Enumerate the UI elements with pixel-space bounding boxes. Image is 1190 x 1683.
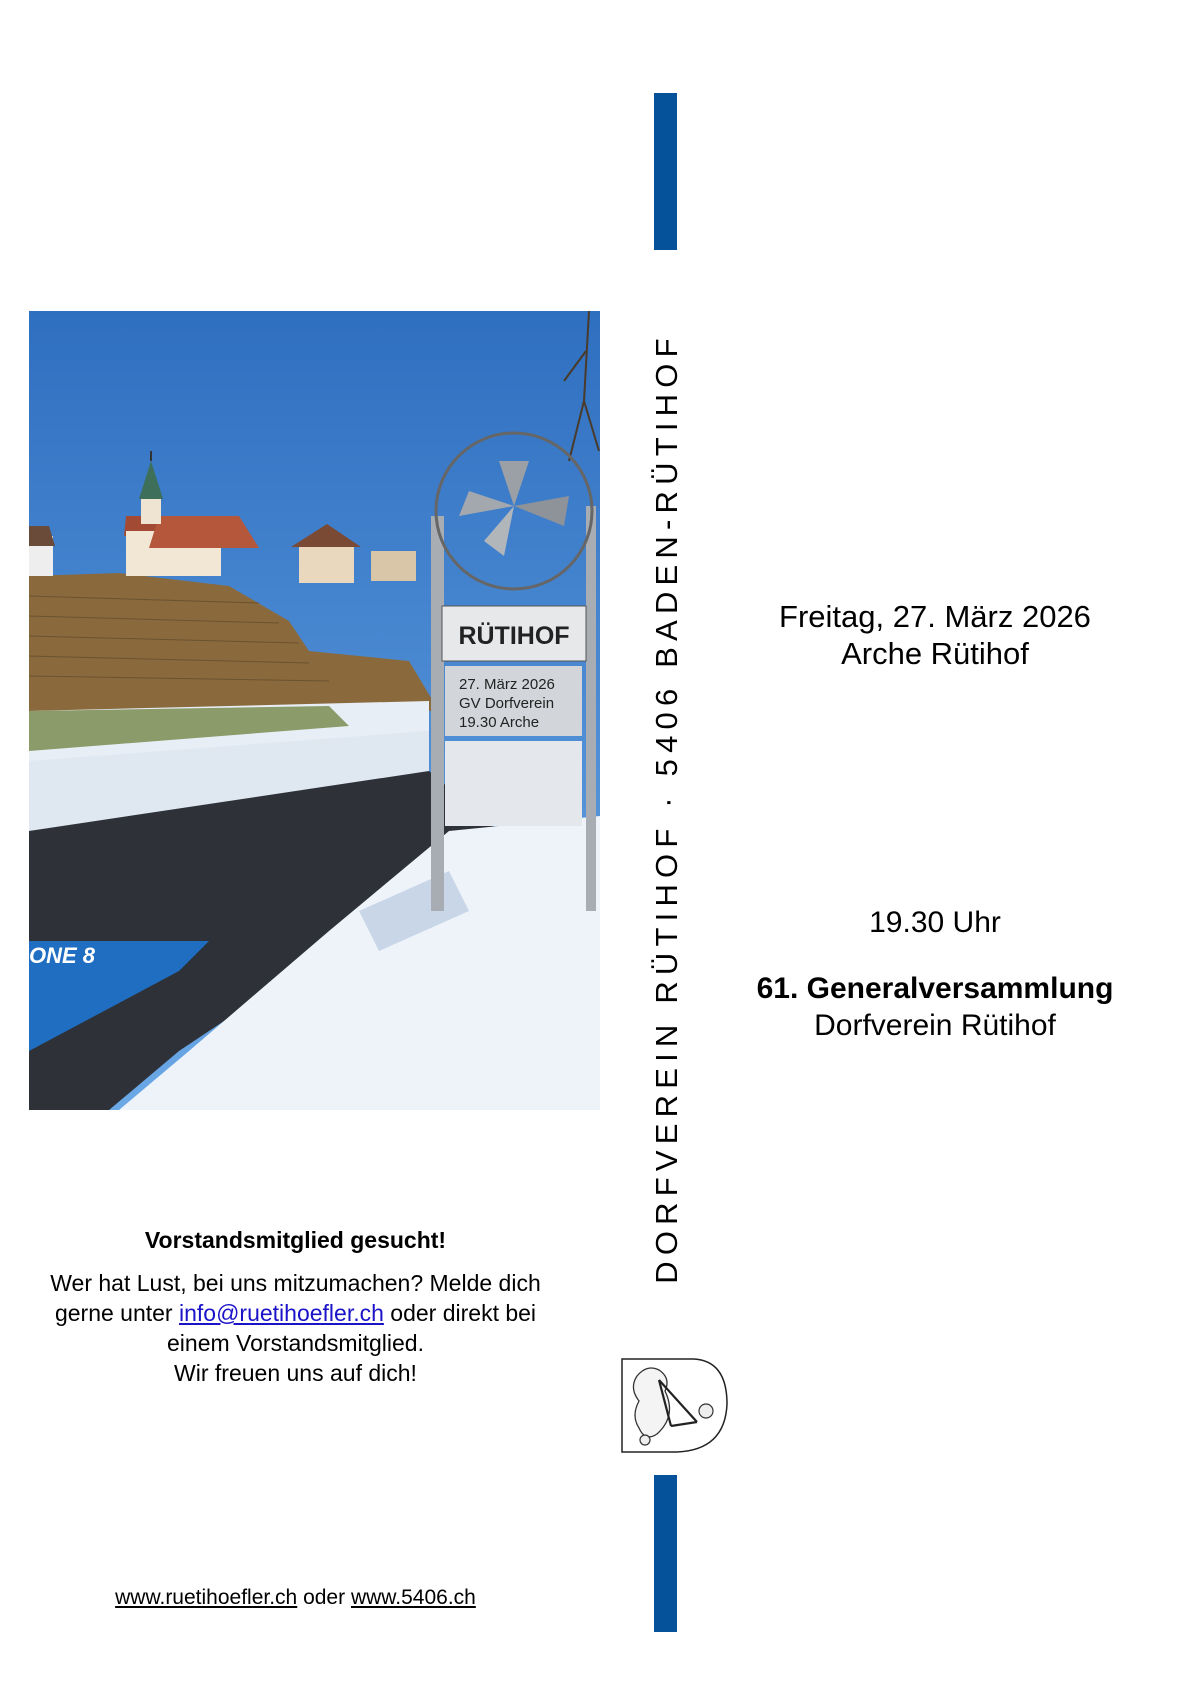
recruitment-heading: Vorstandsmitglied gesucht! bbox=[144, 1227, 447, 1253]
accent-bar-top bbox=[654, 93, 677, 250]
email-link[interactable]: info@ruetihoefler.ch bbox=[178, 1300, 384, 1326]
event-date-block bbox=[730, 598, 1140, 672]
vertical-association-title: DORFVEREIN RÜTIHOF · 5406 BADEN-RÜTIHOF bbox=[649, 332, 684, 1284]
recruitment-text bbox=[29, 1268, 562, 1388]
village-photo-illustration bbox=[29, 311, 600, 1110]
footer-separator: oder bbox=[303, 1586, 346, 1609]
sign-line-1: 27. März 2026 bbox=[459, 676, 555, 693]
event-organizer: Dorfverein Rütihof bbox=[814, 1009, 1056, 1042]
website-link-1[interactable]: www.ruetihoefler.ch bbox=[115, 1586, 298, 1609]
road-marking-text: ONE 8 bbox=[29, 943, 96, 968]
event-title-block bbox=[730, 970, 1140, 1044]
website-link-2[interactable]: www.5406.ch bbox=[350, 1586, 476, 1609]
event-date: Freitag, 27. März 2026 bbox=[779, 599, 1091, 634]
sign-name-text: RÜTIHOF bbox=[458, 622, 570, 650]
event-location: Arche Rütihof bbox=[841, 636, 1029, 671]
crest-icon bbox=[619, 1356, 730, 1455]
sign-line-3: 19.30 Arche bbox=[459, 714, 540, 731]
village-photo bbox=[29, 311, 600, 1110]
recruitment-block bbox=[29, 1227, 562, 1388]
recruitment-text-1: Wer hat Lust, bei uns mitzumachen? Melde dich gerne unter bbox=[50, 1270, 541, 1326]
event-title: 61. Generalversammlung bbox=[756, 972, 1114, 1005]
recruitment-text-3: Wir freuen uns auf dich! bbox=[174, 1360, 417, 1386]
footer-links bbox=[29, 1585, 562, 1611]
sign-line-2: GV Dorfverein bbox=[459, 695, 555, 712]
accent-bar-bottom bbox=[654, 1475, 677, 1632]
event-time: 19.30 Uhr bbox=[869, 906, 1001, 939]
recruitment-text-2: oder direkt bei einem Vorstandsmitglied. bbox=[167, 1300, 537, 1356]
